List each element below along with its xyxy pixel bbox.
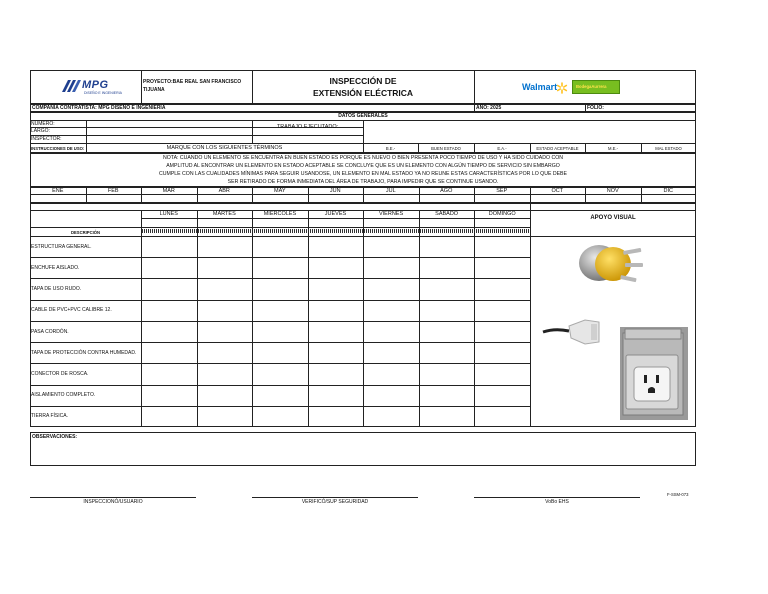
check-cell[interactable]: [419, 236, 475, 257]
check-cell[interactable]: [474, 257, 530, 278]
check-cell[interactable]: [141, 257, 197, 278]
check-cell[interactable]: [474, 385, 530, 406]
bodega-aurrera-logo: BodegaAurrera: [572, 80, 620, 94]
check-cell[interactable]: [197, 342, 253, 363]
datos-generales-title: DATOS GENERALES: [338, 113, 388, 119]
check-cell[interactable]: [197, 278, 253, 299]
term-buen-estado: BUEN ESTADO: [431, 146, 461, 151]
check-cell[interactable]: [308, 406, 364, 427]
check-cell[interactable]: [141, 321, 197, 342]
plug-image: [577, 237, 647, 292]
month-3: MAR: [162, 188, 175, 194]
check-cell[interactable]: [141, 385, 197, 406]
weatherproof-outlet-image: [620, 327, 688, 420]
check-cell[interactable]: [197, 236, 253, 257]
month-5: MAY: [273, 188, 286, 194]
month-10: OCT: [551, 188, 564, 194]
walmart-spark-icon: [556, 81, 568, 93]
month-7: JUL: [385, 188, 396, 194]
check-cell[interactable]: [252, 342, 308, 363]
day-5: VIERNES: [378, 211, 404, 217]
mpg-logo: [62, 78, 122, 96]
check-cell[interactable]: [363, 342, 419, 363]
signature-label-vobo: VoBo EHS: [545, 499, 569, 505]
check-cell[interactable]: [252, 385, 308, 406]
project-line2: TIJUANA: [143, 87, 165, 93]
check-cell[interactable]: [141, 300, 197, 321]
form-code: F-SSM-073: [667, 492, 689, 497]
signature-line-inspecciono[interactable]: [30, 497, 196, 498]
project-line1: PROYECTO:BAE REAL SAN FRANCISCO: [143, 79, 242, 85]
check-cell[interactable]: [474, 321, 530, 342]
month-6: JUN: [329, 188, 341, 194]
item-label: TAPA DE PROTECCIÓN CONTRA HUMEDAD.: [31, 349, 137, 356]
check-cell[interactable]: [419, 257, 475, 278]
pass-cord-image: [541, 312, 603, 348]
term-estado-aceptable: ESTADO ACEPTABLE: [536, 146, 579, 151]
check-cell[interactable]: [197, 257, 253, 278]
walmart-logo: Walmart: [522, 82, 558, 92]
item-label: AISLAMIENTO COMPLETO.: [31, 392, 96, 399]
item-label: TIERRA FÍSICA.: [31, 413, 68, 420]
largo-label: LARGO:: [31, 128, 50, 134]
check-cell[interactable]: [141, 278, 197, 299]
month-check-cell[interactable]: [530, 195, 586, 203]
check-cell[interactable]: [252, 300, 308, 321]
month-check-cell[interactable]: [30, 195, 86, 203]
marque-label: MARQUE CON LOS SIGUIENTES TÉRMINOS: [166, 145, 283, 151]
check-cell[interactable]: [308, 236, 364, 257]
item-label: CONECTOR DE ROSCA.: [31, 370, 89, 377]
inspector-label: INSPECTOR:: [31, 136, 62, 142]
signature-label-inspecciono: INSPECCIONÓ/USUARIO: [83, 499, 143, 505]
check-cell[interactable]: [252, 321, 308, 342]
check-strip: [142, 229, 529, 233]
check-cell[interactable]: [308, 321, 364, 342]
folio-label: FOLIO:: [587, 105, 604, 111]
item-label: PASA CORDÓN.: [31, 328, 69, 335]
check-cell[interactable]: [308, 385, 364, 406]
month-9: SEP: [496, 188, 508, 194]
check-cell[interactable]: [363, 278, 419, 299]
month-check-cell[interactable]: [419, 195, 475, 203]
month-check-cell[interactable]: [197, 195, 253, 203]
day-4: JUEVES: [324, 211, 347, 217]
day-2: MARTES: [212, 211, 236, 217]
month-4: ABR: [218, 188, 230, 194]
trabajo-ejecutado-label: TRABAJO EJECUTADO:: [276, 124, 339, 130]
term-be: B.E.-: [385, 146, 396, 151]
check-cell[interactable]: [308, 257, 364, 278]
month-check-cell[interactable]: [308, 195, 364, 203]
observaciones-label: OBSERVACIONES:: [32, 434, 78, 440]
check-cell[interactable]: [363, 300, 419, 321]
term-me: M.E.-: [607, 146, 618, 151]
check-cell[interactable]: [252, 278, 308, 299]
check-cell[interactable]: [419, 278, 475, 299]
signature-line-vobo[interactable]: [474, 497, 640, 498]
check-cell[interactable]: [197, 300, 253, 321]
check-cell[interactable]: [197, 406, 253, 427]
check-cell[interactable]: [197, 363, 253, 384]
check-cell[interactable]: [419, 321, 475, 342]
page-title-line1: INSPECCIÓN DE: [329, 76, 397, 86]
check-cell[interactable]: [363, 363, 419, 384]
term-mal-estado: MAL ESTADO: [655, 146, 682, 151]
check-cell[interactable]: [474, 278, 530, 299]
item-label: ENCHUFE AISLADO.: [31, 264, 80, 271]
month-check-cell[interactable]: [474, 195, 530, 203]
month-2: FEB: [107, 188, 119, 194]
day-3: MIÉRCOLES: [263, 211, 297, 217]
check-cell[interactable]: [308, 342, 364, 363]
mpg-logo-subtext: DISEÑO E INGENIERIA: [84, 91, 122, 95]
month-8: AGO: [440, 188, 453, 194]
page-title-line2: EXTENSIÓN ELÉCTRICA: [312, 88, 414, 98]
month-check-cell[interactable]: [86, 195, 142, 203]
item-label: ESTRUCTURA GENERAL.: [31, 243, 92, 250]
check-cell[interactable]: [474, 363, 530, 384]
check-cell[interactable]: [197, 321, 253, 342]
check-cell[interactable]: [252, 257, 308, 278]
instrucciones-label: INSTRUCCIONES DE USO:: [31, 146, 85, 151]
check-cell[interactable]: [419, 385, 475, 406]
check-cell[interactable]: [308, 278, 364, 299]
year-label: AÑO: 2025: [476, 105, 502, 111]
check-cell[interactable]: [141, 363, 197, 384]
check-cell[interactable]: [363, 385, 419, 406]
check-cell[interactable]: [308, 300, 364, 321]
month-check-cell[interactable]: [585, 195, 641, 203]
descripcion-label: DESCRIPCIÓN: [70, 230, 101, 235]
check-cell[interactable]: [252, 406, 308, 427]
check-cell[interactable]: [474, 406, 530, 427]
mpg-logo-text: MPG: [82, 79, 109, 91]
check-cell[interactable]: [474, 342, 530, 363]
numero-label: NUMERO:: [31, 121, 55, 127]
check-cell[interactable]: [141, 342, 197, 363]
check-cell[interactable]: [252, 236, 308, 257]
note-text: NOTA: CUANDO UN ELEMENTO SE ENCUENTRA EN BUEN ESTADO ES PORQUE ES NUEVO O BIEN PRESENTA POCO TIEMPO DE USO Y HA SIDO CUIDADO CON AMPLITUD AL ENCONTRAR UN ELEMENTO EN ESTADO ACEPTABLE SE CONCLUYE QUE ES UN ELEMENTO CON ALGÚN TIEMPO DE SERVICIO SIN EMBARGO CUMPLE CON LAS CUALIDADES MÍNIMAS PARA SEGUIR USANDOSE, UN ELEMENTO EN MAL ESTADO YA NO REUNE ESTAS CARACTERÍSTICAS POR LO QUE DEBE SER RETIRADO DE FORMA INMEDIATA DEL ÁREA DE TRABAJO, PARA IMPEDIR QUE SE CONTINUE USANDO.: [159, 155, 567, 185]
observaciones-box[interactable]: [30, 432, 696, 466]
company-name: COMPAÑÍA CONTRATISTA: MPG DISEÑO E INGENIERIA: [32, 105, 166, 111]
check-cell[interactable]: [141, 406, 197, 427]
day-7: DOMINGO: [488, 211, 516, 217]
month-check-cell[interactable]: [252, 195, 308, 203]
check-cell[interactable]: [363, 236, 419, 257]
check-cell[interactable]: [474, 236, 530, 257]
check-cell[interactable]: [363, 257, 419, 278]
month-check-cell[interactable]: [141, 195, 197, 203]
check-cell[interactable]: [252, 363, 308, 384]
month-11: NOV: [606, 188, 619, 194]
item-label: TAPA DE USO RUDO.: [31, 286, 82, 293]
month-check-cell[interactable]: [641, 195, 697, 203]
check-cell[interactable]: [419, 363, 475, 384]
check-cell[interactable]: [197, 385, 253, 406]
check-cell[interactable]: [419, 406, 475, 427]
check-cell[interactable]: [419, 300, 475, 321]
day-1: LUNES: [159, 211, 178, 217]
signature-line-verifico[interactable]: [252, 497, 418, 498]
apoyo-visual-label: APOYO VISUAL: [590, 215, 636, 221]
check-cell[interactable]: [308, 363, 364, 384]
month-1: ENE: [52, 188, 64, 194]
check-cell[interactable]: [474, 300, 530, 321]
signature-label-verifico: VERIFICÓ/SUP SEGURIDAD: [301, 499, 369, 505]
day-6: SÁBADO: [435, 211, 459, 217]
month-check-cell[interactable]: [363, 195, 419, 203]
check-cell[interactable]: [363, 406, 419, 427]
check-cell[interactable]: [363, 321, 419, 342]
check-cell[interactable]: [419, 342, 475, 363]
month-12: DIC: [663, 188, 673, 194]
term-ea: E.A.-: [497, 146, 507, 151]
item-label: CABLE DE PVC+PVC CALIBRE 12.: [31, 307, 112, 314]
check-cell[interactable]: [141, 236, 197, 257]
